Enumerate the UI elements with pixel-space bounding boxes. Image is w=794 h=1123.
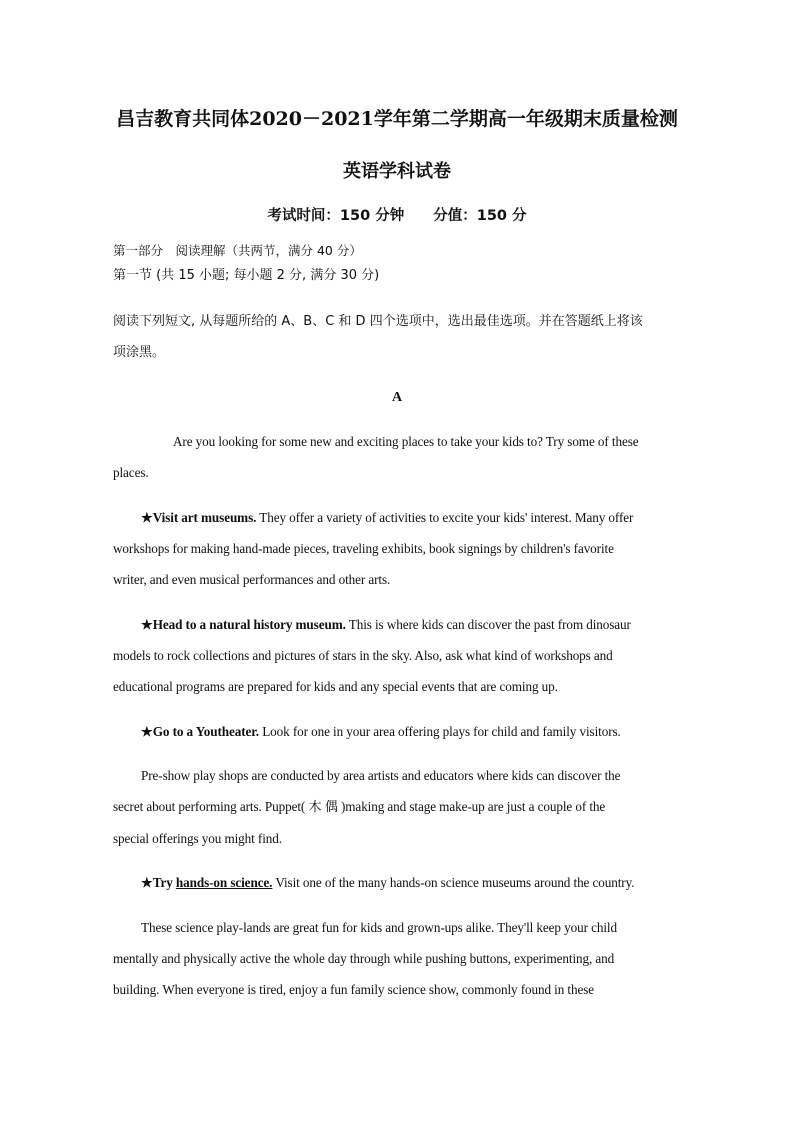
intro-line-1: Are you looking for some new and exciting places to take your kids to? Try some of these bbox=[173, 434, 639, 449]
exam-info: 考试时间：150 分钟 分值：150 分 bbox=[267, 208, 527, 224]
passage-label: A bbox=[391, 390, 402, 405]
item1-heading: ★Visit art museums. bbox=[141, 510, 257, 525]
item1-line-1 bbox=[141, 510, 633, 526]
item2-text: This is where kids can discover the past from dinosaur bbox=[345, 617, 631, 632]
item3-heading: ★Go to a Youtheater. bbox=[141, 724, 259, 739]
exam-title: 昌吉教育共同体2020－2021学年第二学期高一年级期末质量检测 bbox=[116, 108, 678, 130]
subsection-heading: 第一节 (共 15 小题; 每小题 2 分, 满分 30 分) bbox=[113, 268, 380, 283]
item4-heading: hands-on science. bbox=[175, 875, 273, 890]
item4-p2-line-1: These science play-lands are great fun for kids and grown-ups alike. They'll keep your child bbox=[141, 920, 617, 935]
instructions-line-2: 项涂黑。 bbox=[113, 345, 166, 360]
item1-text: They offer a variety of activities to excite your kids' interest. Many offer bbox=[256, 510, 634, 525]
item3-text: Look for one in your area offering plays for child and family visitors. bbox=[259, 724, 621, 739]
item3-p2-line-1: Pre-show play shops are conducted by area artists and educators where kids can discover the bbox=[141, 768, 621, 783]
item2-line-1 bbox=[141, 617, 631, 633]
item2-line-2: models to rock collections and pictures of stars in the sky. Also, ask what kind of workshops and bbox=[113, 648, 613, 663]
item1-line-3: writer, and even musical performances and other arts. bbox=[113, 572, 391, 587]
instructions-line-1: 阅读下列短文, 从每题所给的 A、B、C 和 D 四个选项中，选出最佳选项。并在答题纸上将该 bbox=[113, 314, 643, 329]
subject-title: 英语学科试卷 bbox=[343, 161, 451, 182]
item2-heading: ★Head to a natural history museum. bbox=[141, 617, 346, 632]
part-heading: 第一部分 阅读理解（共两节，满分 40 分） bbox=[113, 243, 362, 258]
item4-p2-line-2: mentally and physically active the whole day through while pushing buttons, experimenting, and bbox=[113, 951, 615, 966]
item4-p2-line-3: building. When everyone is tired, enjoy a fun family science show, commonly found in these bbox=[113, 982, 595, 997]
item3-p2-line-3: special offerings you might find. bbox=[113, 831, 282, 846]
item4-star: ★Try bbox=[141, 875, 176, 890]
item3-p2-line-2: secret about performing arts. Puppet( 木 偶 )making and stage make-up are just a couple of the bbox=[113, 799, 606, 814]
item1-line-2: workshops for making hand-made pieces, traveling exhibits, book signings by children's favorite bbox=[113, 541, 614, 556]
intro-line-2: places. bbox=[113, 465, 149, 480]
item3-line-1 bbox=[141, 724, 621, 740]
item4-line-1 bbox=[141, 875, 634, 891]
item4-text: Visit one of the many hands-on science museums around the country. bbox=[272, 875, 635, 890]
item2-line-3: educational programs are prepared for kids and any special events that are coming up. bbox=[113, 679, 558, 694]
